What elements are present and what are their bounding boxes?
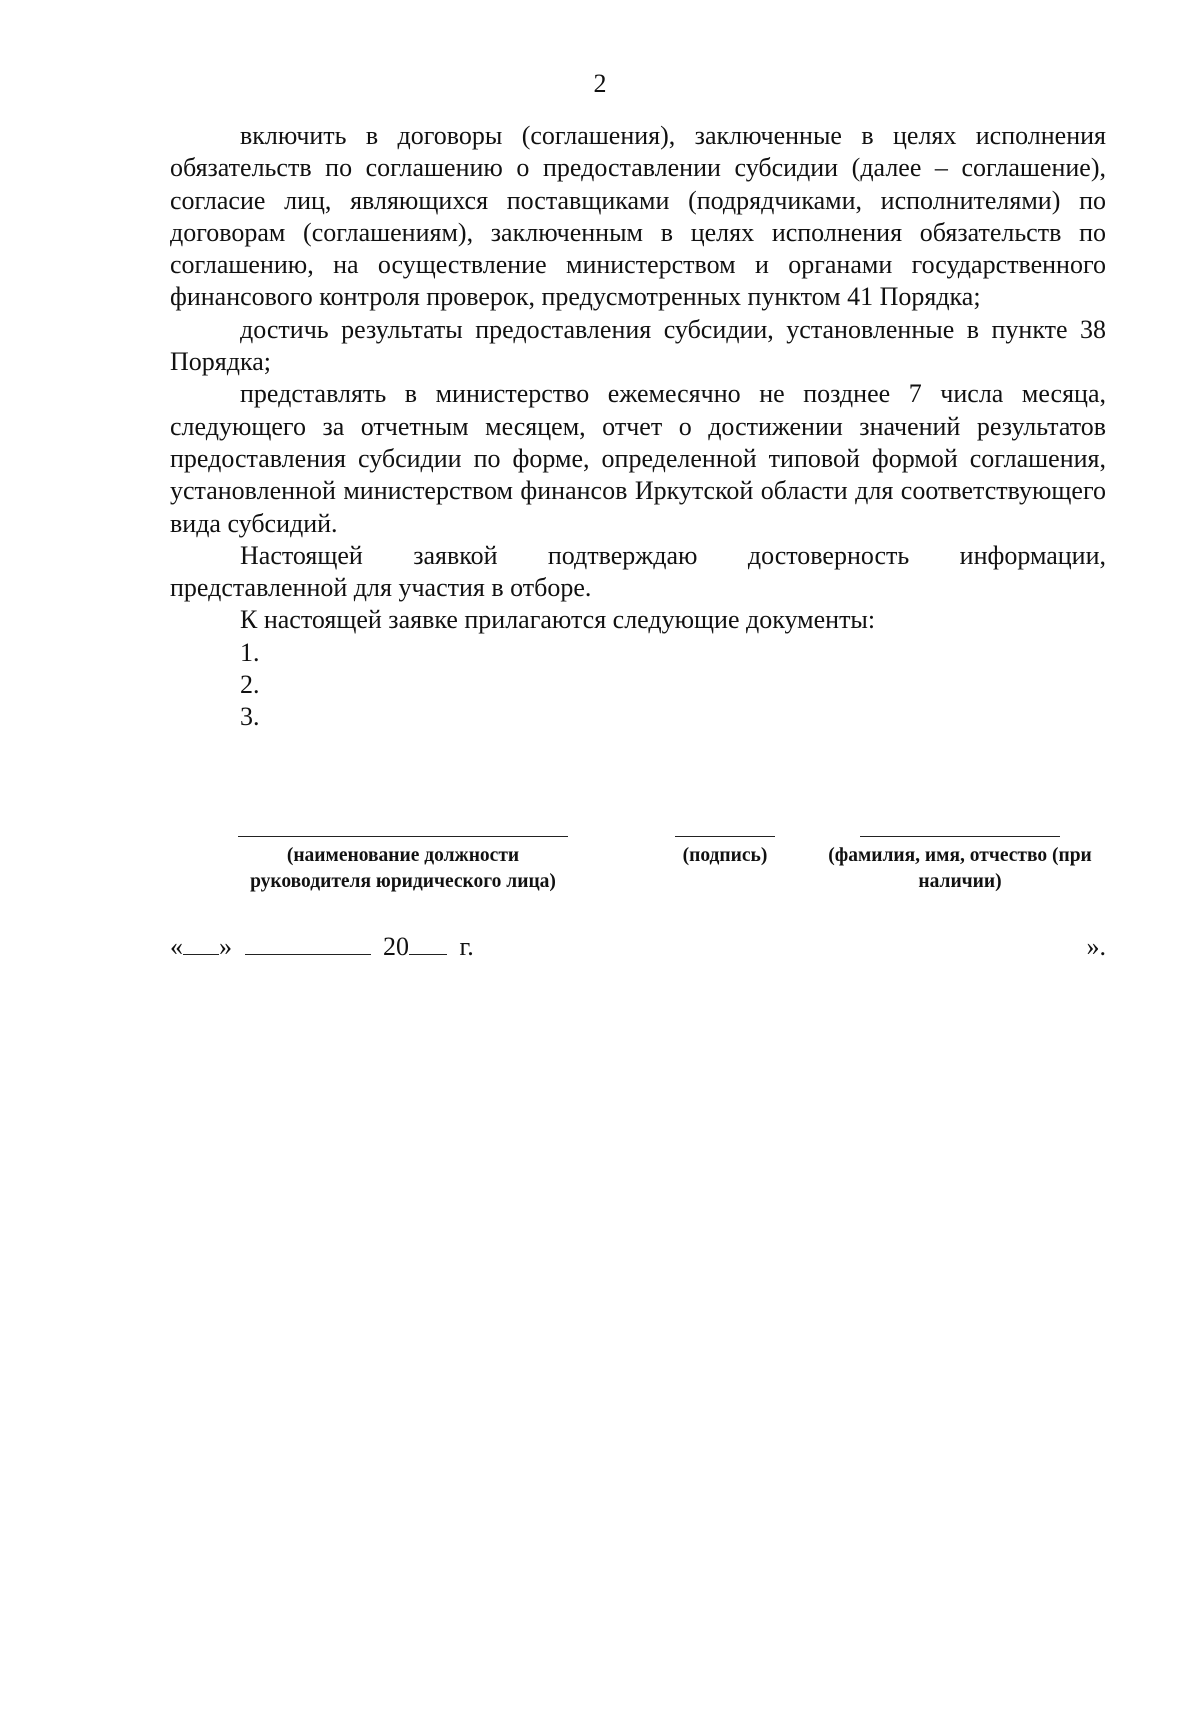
signature-position-field [238, 836, 568, 895]
paragraph-monthly-report: представлять в министерство ежемесячно не позднее 7 числа месяца, следующего за отчетным месяцем, отчет о достижении значений результатов предоставления субсидии по форме, определенной типовой формой соглашения, установленной министерством финансов Иркутской области для соответствующего вида субсидий. [170, 379, 1106, 538]
paragraph-contract-consent: включить в договоры (соглашения), заключенные в целях исполнения обязательств по соглашению о предоставлении субсидии (далее – соглашение), согласие лиц, являющихся поставщиками (подрядчиками, исполнителями) по договорам (соглашениям), заключенным в целях исполнения обязательств по соглашению, на осуществление министерством и органами государственного финансового контроля проверок, предусмотренных пунктом 41 Порядка; [170, 121, 1106, 312]
attachment-item-3: 3. [240, 702, 260, 732]
paragraph-attachments-intro: К настоящей заявке прилагаются следующие документы: [240, 605, 876, 635]
paragraph-achieve-results: достичь результаты предоставления субсидии, установленные в пункте 38 Порядка; [170, 314, 1106, 377]
signature-caption: (подпись) [682, 845, 768, 866]
position-line[interactable] [238, 836, 568, 837]
date-row [170, 931, 1106, 963]
year-prefix: 20 [383, 932, 409, 961]
document-body [170, 120, 1106, 734]
name-line[interactable] [860, 836, 1060, 837]
closing-quote: ». [1086, 932, 1106, 961]
attachment-item-2: 2. [240, 670, 260, 700]
paragraph-confirm-accuracy: Настоящей заявкой подтверждаю достоверность информации, представленной для участия в отборе. [170, 540, 1106, 603]
signature-sign-field [660, 836, 790, 869]
date-close-quote: » [219, 932, 232, 961]
attachment-item-1: 1. [240, 637, 260, 667]
position-caption: (наименование должности руководителя юридического лица) [250, 845, 556, 892]
day-blank[interactable] [183, 932, 219, 955]
page-number: 2 [593, 69, 607, 98]
month-blank[interactable] [245, 932, 371, 955]
year-blank[interactable] [409, 932, 447, 955]
date-open-quote: « [170, 932, 183, 961]
name-caption: (фамилия, имя, отчество (при наличии) [828, 845, 1092, 892]
year-suffix: г. [459, 932, 474, 961]
signature-name-field [820, 836, 1100, 895]
signature-line[interactable] [675, 836, 775, 837]
